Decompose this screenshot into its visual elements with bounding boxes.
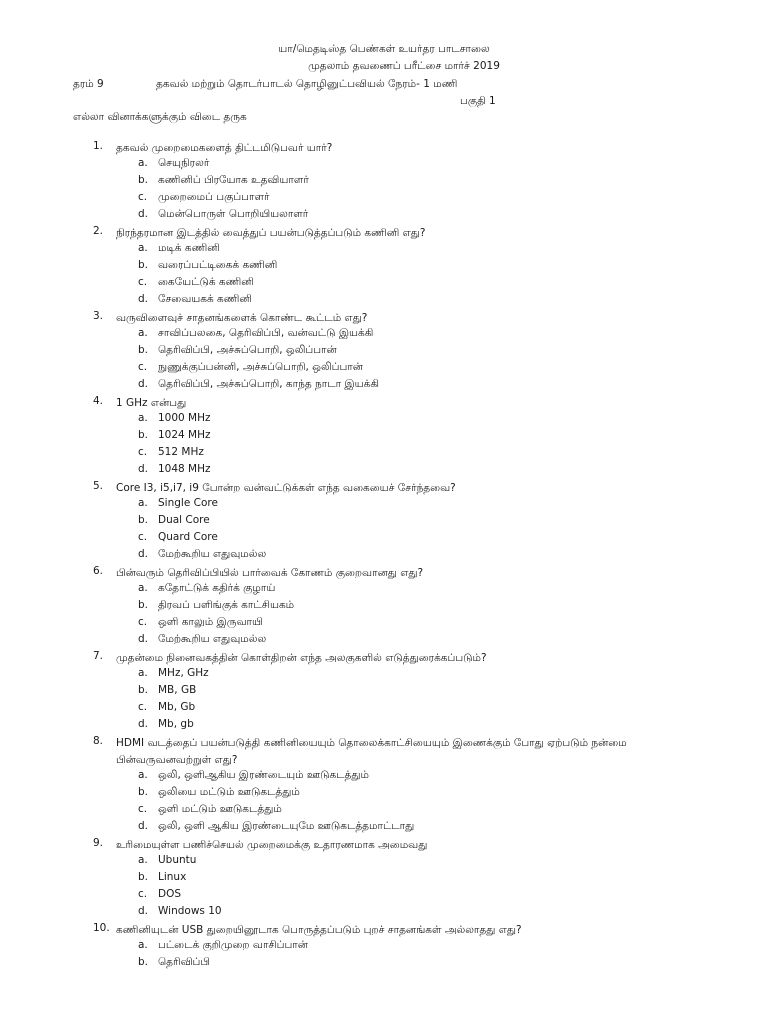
option-text: செயுநிரலர் xyxy=(158,157,210,169)
question-number: 2. xyxy=(93,225,104,237)
answer-option xyxy=(0,888,768,905)
option-letter: b. xyxy=(138,684,149,696)
option-letter: d. xyxy=(138,293,149,305)
option-letter: c. xyxy=(138,361,148,373)
question-item xyxy=(0,650,768,735)
option-text: 1000 MHz xyxy=(158,412,211,424)
option-list xyxy=(0,939,768,973)
option-letter: c. xyxy=(138,276,148,288)
question-text: கணினியுடன் USB துறையினூடாக பொருத்தப்படும் புறச் சாதனங்கள் அல்லாதது எது? xyxy=(116,924,522,936)
answer-option xyxy=(0,157,768,174)
answer-option xyxy=(0,378,768,395)
answer-option xyxy=(0,786,768,803)
question-item xyxy=(0,922,768,973)
option-text: நுணுக்குப்பன்னி, அச்சுப்பொறி, ஒலிப்பான் xyxy=(158,361,363,373)
option-list xyxy=(0,667,768,735)
question-row xyxy=(0,837,768,854)
option-list xyxy=(0,769,768,837)
option-letter: d. xyxy=(138,820,149,832)
option-letter: b. xyxy=(138,599,149,611)
question-text: முதன்மை நினைவகத்தின் கொள்திறன் எந்த அலகுகளில் எடுத்துரைக்கப்படும்? xyxy=(116,652,487,664)
option-letter: d. xyxy=(138,905,149,917)
option-list xyxy=(0,854,768,922)
answer-option xyxy=(0,259,768,276)
option-letter: d. xyxy=(138,378,149,390)
option-text: Quard Core xyxy=(158,531,218,543)
question-number: 3. xyxy=(93,310,104,322)
option-letter: c. xyxy=(138,446,148,458)
option-text: முறைமைப் பகுப்பாளர் xyxy=(158,191,270,203)
answer-option xyxy=(0,548,768,565)
answer-option xyxy=(0,769,768,786)
answer-option xyxy=(0,633,768,650)
option-text: சாவிப்பலகை, தெரிவிப்பி, வன்வட்டு இயக்கி xyxy=(158,327,374,339)
option-letter: d. xyxy=(138,718,149,730)
question-number: 6. xyxy=(93,565,104,577)
answer-option xyxy=(0,939,768,956)
question-item xyxy=(0,310,768,395)
grade-label: தரம் 9 xyxy=(73,78,104,90)
answer-option xyxy=(0,820,768,837)
option-text: மேற்கூறிய எதுவுமல்ல xyxy=(158,548,267,560)
option-text: 1048 MHz xyxy=(158,463,211,475)
question-row xyxy=(0,395,768,412)
option-text: MB, GB xyxy=(158,684,197,696)
option-text: ஒளி மட்டும் ஊடுகடத்தும் xyxy=(158,803,282,815)
option-text: Mb, Gb xyxy=(158,701,196,713)
option-text: தெரிவிப்பி, அச்சுப்பொறி, காந்த நாடா இயக்கி xyxy=(158,378,379,390)
option-letter: a. xyxy=(138,327,148,339)
option-letter: c. xyxy=(138,191,148,203)
option-letter: b. xyxy=(138,174,149,186)
option-letter: b. xyxy=(138,344,149,356)
answer-option xyxy=(0,905,768,922)
question-item xyxy=(0,565,768,650)
option-list xyxy=(0,497,768,565)
answer-option xyxy=(0,871,768,888)
option-letter: a. xyxy=(138,769,148,781)
option-text: 512 MHz xyxy=(158,446,204,458)
option-letter: d. xyxy=(138,208,149,220)
option-text: கதோட்டுக் கதிர்க் குழாய் xyxy=(158,582,276,594)
question-item xyxy=(0,837,768,922)
option-text: Dual Core xyxy=(158,514,210,526)
question-row xyxy=(0,310,768,327)
option-text: ஒலியை மட்டும் ஊடுகடத்தும் xyxy=(158,786,300,798)
option-text: கணினிப் பிரயோக உதவியாளர் xyxy=(158,174,309,186)
option-letter: a. xyxy=(138,242,148,254)
question-row xyxy=(0,650,768,667)
answer-option xyxy=(0,463,768,480)
answer-option xyxy=(0,327,768,344)
option-letter: d. xyxy=(138,548,149,560)
option-list xyxy=(0,157,768,225)
option-text: சேவையகக் கணினி xyxy=(158,293,252,305)
option-text: ஒளி காலும் இருவாயி xyxy=(158,616,263,628)
option-letter: c. xyxy=(138,531,148,543)
question-row xyxy=(0,225,768,242)
option-letter: a. xyxy=(138,939,148,951)
answer-option xyxy=(0,446,768,463)
answer-option xyxy=(0,718,768,735)
question-text: நிரந்தரமான இடத்தில் வைத்துப் பயன்படுத்தப்படும் கணினி எது? xyxy=(116,227,426,239)
option-letter: b. xyxy=(138,786,149,798)
answer-option xyxy=(0,599,768,616)
subject-time: தகவல் மற்றும் தொடர்பாடல் தொழினுட்பவியல் நேரம்- 1 மணி xyxy=(156,78,458,90)
option-text: ஒலி, ஒளி ஆகிய இரண்டையுமே ஊடுகடத்தமாட்டாது xyxy=(158,820,415,832)
school-name: யா/மெதடிஸ்த பெண்கள் உயர்தர பாடசாலை xyxy=(278,43,490,55)
question-row xyxy=(0,735,768,769)
answer-option xyxy=(0,361,768,378)
question-number: 1. xyxy=(93,140,104,152)
answer-option xyxy=(0,956,768,973)
question-row xyxy=(0,140,768,157)
option-text: மடிக் கணினி xyxy=(158,242,220,254)
question-row xyxy=(0,480,768,497)
answer-option xyxy=(0,854,768,871)
option-letter: c. xyxy=(138,701,148,713)
option-letter: a. xyxy=(138,667,148,679)
question-text: Core I3, i5,i7, i9 போன்ற வன்வட்டுக்கள் எந்த வகையைச் சேர்ந்தவை? xyxy=(116,482,456,494)
question-text: பின்வரும் தெரிவிப்பியில் பார்வைக் கோணம் குறைவானது எது? xyxy=(116,567,424,579)
option-letter: a. xyxy=(138,854,148,866)
option-text: Mb, gb xyxy=(158,718,194,730)
question-item xyxy=(0,735,768,837)
question-item xyxy=(0,225,768,310)
part-label: பகுதி 1 xyxy=(460,95,496,107)
answer-option xyxy=(0,701,768,718)
option-text: Single Core xyxy=(158,497,218,509)
option-letter: c. xyxy=(138,803,148,815)
option-text: தெரிவிப்பி xyxy=(158,956,210,968)
question-row xyxy=(0,922,768,939)
option-text: தெரிவிப்பி, அச்சுப்பொறி, ஒலிப்பான் xyxy=(158,344,337,356)
option-text: ஒலி, ஒளிஆகிய இரண்டையும் ஊடுகடத்தும் xyxy=(158,769,369,781)
option-text: கையேட்டுக் கணினி xyxy=(158,276,254,288)
option-text: 1024 MHz xyxy=(158,429,211,441)
question-row xyxy=(0,565,768,582)
question-text: உரிமையுள்ள பணிச்செயல் முறைமைக்கு உதாரணமாக அமைவது xyxy=(116,839,428,851)
option-letter: c. xyxy=(138,616,148,628)
answer-option xyxy=(0,293,768,310)
option-text: MHz, GHz xyxy=(158,667,209,679)
option-text: பட்டைக் குறிமுறை வாசிப்பான் xyxy=(158,939,308,951)
answer-option xyxy=(0,412,768,429)
option-text: மென்பொருள் பொறியியலாளர் xyxy=(158,208,309,220)
answer-option xyxy=(0,208,768,225)
option-list xyxy=(0,412,768,480)
answer-option xyxy=(0,276,768,293)
option-text: மேற்கூறிய எதுவுமல்ல xyxy=(158,633,267,645)
question-item xyxy=(0,480,768,565)
option-letter: d. xyxy=(138,463,149,475)
option-letter: b. xyxy=(138,871,149,883)
option-letter: b. xyxy=(138,514,149,526)
option-text: Windows 10 xyxy=(158,905,222,917)
exam-title: முதலாம் தவணைப் பரீட்சை மார்ச் 2019 xyxy=(308,60,500,72)
option-text: Ubuntu xyxy=(158,854,197,866)
question-text: வருவிளைவுச் சாதனங்களைக் கொண்ட கூட்டம் எது? xyxy=(116,312,368,324)
answer-option xyxy=(0,242,768,259)
option-letter: b. xyxy=(138,429,149,441)
option-letter: a. xyxy=(138,412,148,424)
instruction: எல்லா வினாக்களுக்கும் விடை தருக xyxy=(73,111,247,123)
answer-option xyxy=(0,616,768,633)
answer-option xyxy=(0,497,768,514)
option-letter: b. xyxy=(138,259,149,271)
answer-option xyxy=(0,684,768,701)
option-list xyxy=(0,327,768,395)
option-text: Linux xyxy=(158,871,187,883)
question-number: 10. xyxy=(93,922,110,934)
answer-option xyxy=(0,344,768,361)
question-list xyxy=(0,140,768,973)
answer-option xyxy=(0,429,768,446)
option-letter: d. xyxy=(138,633,149,645)
option-text: DOS xyxy=(158,888,182,900)
option-letter: a. xyxy=(138,582,148,594)
answer-option xyxy=(0,582,768,599)
answer-option xyxy=(0,667,768,684)
option-letter: a. xyxy=(138,497,148,509)
answer-option xyxy=(0,531,768,548)
question-item xyxy=(0,140,768,225)
answer-option xyxy=(0,174,768,191)
answer-option xyxy=(0,803,768,820)
question-text: HDMI வடத்தைப் பயன்படுத்தி கணினியையும் தொலைக்காட்சியையும் இணைக்கும் போது ஏற்படும் நன்மை பின்வருவனவற்றுள் எது? xyxy=(116,737,627,766)
question-number: 7. xyxy=(93,650,104,662)
question-text: தகவல் முறைமைகளைத் திட்டமிடுபவர் யார்? xyxy=(116,142,333,154)
question-item xyxy=(0,395,768,480)
question-text: 1 GHz என்பது xyxy=(116,397,187,409)
answer-option xyxy=(0,191,768,208)
option-list xyxy=(0,582,768,650)
option-list xyxy=(0,242,768,310)
option-text: திரவப் பளிங்குக் காட்சியகம் xyxy=(158,599,295,611)
option-letter: c. xyxy=(138,888,148,900)
question-number: 9. xyxy=(93,837,104,849)
option-letter: b. xyxy=(138,956,149,968)
question-number: 8. xyxy=(93,735,104,747)
question-number: 4. xyxy=(93,395,104,407)
option-text: வரைப்பட்டிகைக் கணினி xyxy=(158,259,278,271)
question-number: 5. xyxy=(93,480,104,492)
option-letter: a. xyxy=(138,157,148,169)
answer-option xyxy=(0,514,768,531)
